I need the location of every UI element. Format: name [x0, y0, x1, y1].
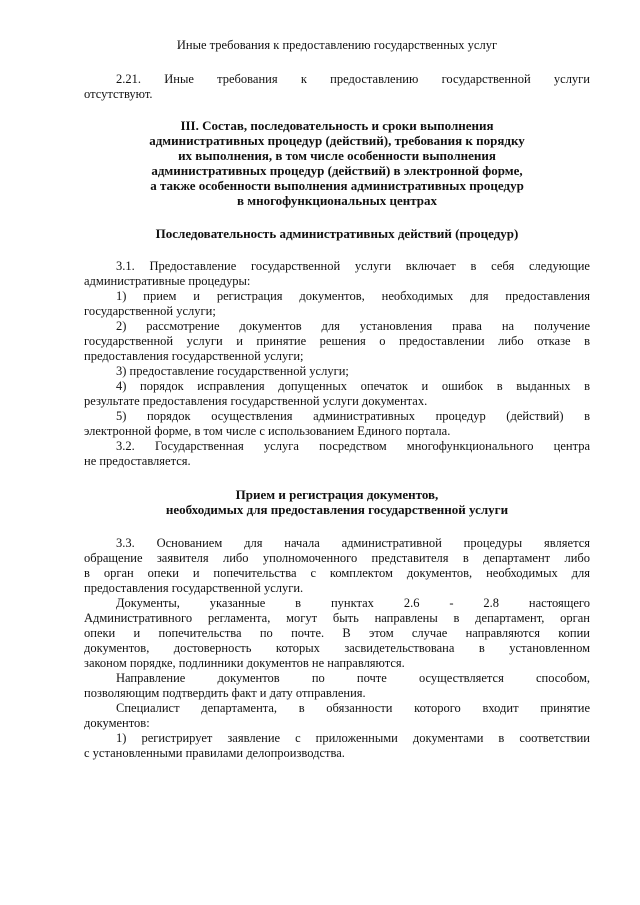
- paragraph-line: документов, достоверность которых засвидетельствована в установленном: [84, 641, 590, 655]
- section-title-line: III. Состав, последовательность и сроки выполнения: [180, 119, 494, 133]
- paragraph-line: 3.2. Государственная услуга посредством многофункционального центра: [116, 439, 590, 453]
- paragraph-line: законом порядке, подлинники документов не направляются.: [84, 656, 405, 670]
- paragraph-line: 2) рассмотрение документов для установления права на получение: [116, 319, 590, 333]
- paragraph-line: обращение заявителя либо уполномоченного представителя в департамент либо: [84, 551, 590, 565]
- paragraph-line: Направление документов по почте осуществляется способом,: [116, 671, 590, 685]
- paragraph-line: 5) порядок осуществления административных процедур (действий) в: [116, 409, 590, 423]
- paragraph-line: 3.1. Предоставление государственной услуги включает в себя следующие: [116, 259, 590, 273]
- section-title-line: административных процедур (действий) в электронной форме,: [151, 164, 523, 178]
- section-title-line: их выполнения, в том числе особенности выполнения: [178, 149, 496, 163]
- paragraph-line: государственной услуги;: [84, 304, 216, 318]
- paragraph-line: предоставления государственной услуги.: [84, 581, 304, 595]
- paragraph-line: результате предоставления государственной услуги документах.: [84, 394, 428, 408]
- paragraph-line: не предоставляется.: [84, 454, 191, 468]
- paragraph-line: документов:: [84, 716, 150, 730]
- paragraph-line: Документы, указанные в пунктах 2.6 - 2.8 настоящего: [116, 596, 590, 610]
- paragraph-line: 3.3. Основанием для начала административной процедуры является: [116, 536, 590, 550]
- paragraph-line: 1) прием и регистрация документов, необходимых для предоставления: [116, 289, 590, 303]
- paragraph-line: опеки и попечительства по почте. В этом случае направляются копии: [84, 626, 590, 640]
- paragraph-line: 2.21. Иные требования к предоставлению государственной услуги: [116, 72, 590, 86]
- section-title-line: а также особенности выполнения административных процедур: [150, 179, 524, 193]
- paragraph-line: 4) порядок исправления допущенных опечаток и ошибок в выданных в: [116, 379, 590, 393]
- top-heading: Иные требования к предоставлению государственных услуг: [176, 38, 498, 52]
- subheading: Прием и регистрация документов,: [235, 488, 439, 502]
- paragraph-line: предоставления государственной услуги;: [84, 349, 304, 363]
- paragraph-line: с установленными правилами делопроизводства.: [84, 746, 345, 760]
- paragraph-line: Специалист департамента, в обязанности которого входит принятие: [116, 701, 590, 715]
- paragraph-line: электронной форме, в том числе с использованием Единого портала.: [84, 424, 451, 438]
- paragraph-line: позволяющим подтвердить факт и дату отправления.: [84, 686, 366, 700]
- subheading: Последовательность административных действий (процедур): [155, 227, 519, 241]
- subheading: необходимых для предоставления государственной услуги: [165, 503, 509, 517]
- paragraph-line: 3) предоставление государственной услуги;: [116, 364, 349, 378]
- paragraph-line: административные процедуры:: [84, 274, 251, 288]
- section-title-line: административных процедур (действий), требования к порядку: [149, 134, 525, 148]
- paragraph-line: государственной услуги и принятие решения о предоставлении либо отказе в: [84, 334, 590, 348]
- paragraph-line: в орган опеки и попечительства с комплектом документов, необходимых для: [84, 566, 590, 580]
- paragraph-line: отсутствуют.: [84, 87, 153, 101]
- section-title-line: в многофункциональных центрах: [236, 194, 437, 208]
- paragraph-line: 1) регистрирует заявление с приложенными документами в соответствии: [116, 731, 590, 745]
- paragraph-line: Административного регламента, могут быть направлены в департамент, орган: [84, 611, 590, 625]
